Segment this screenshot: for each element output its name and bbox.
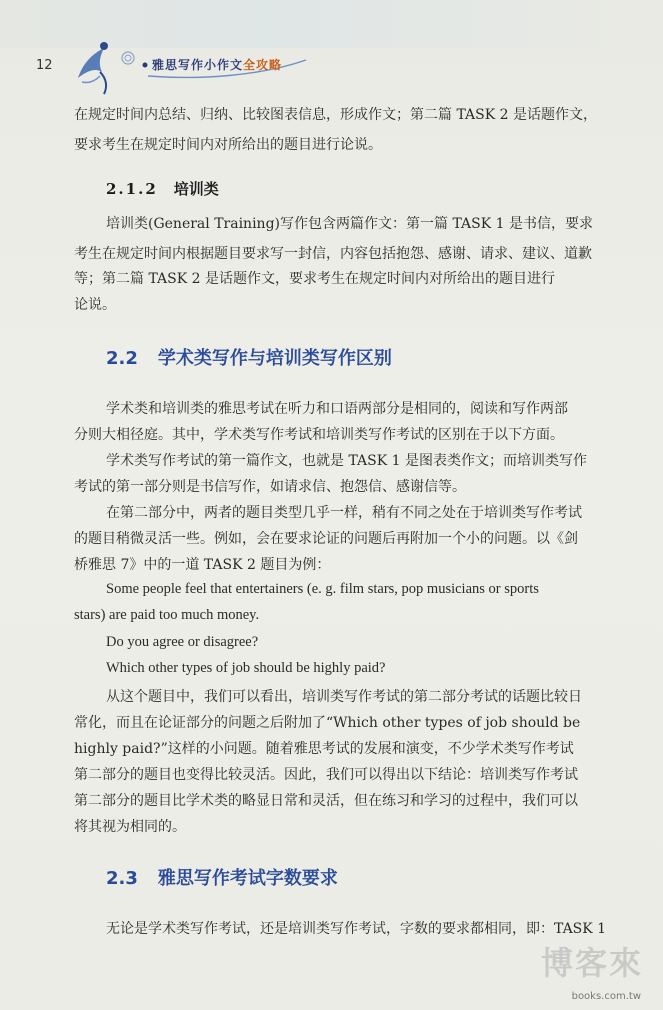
subsection-title: 培训类 — [173, 180, 219, 198]
header-title-part2: 小作文 — [204, 58, 244, 72]
header-title-block — [140, 50, 310, 80]
subsection-heading — [106, 178, 219, 199]
text-line: 在第二部分中，两者的题目类型几乎一样，稍有不同之处在于培训类写作考试 — [106, 505, 582, 521]
text-line: 桥雅思 7》中的一道 TASK 2 题目为例： — [74, 557, 331, 573]
text-line: 论说。 — [74, 297, 116, 313]
subsection-number: 2.1.2 — [106, 180, 158, 198]
text-line: 学术类和培训类的雅思考试在听力和口语两部分是相同的，阅读和写作两部 — [106, 401, 568, 417]
text-line: 从这个题目中，我们可以看出，培训类写作考试的第二部分考试的话题比较日 — [106, 689, 582, 705]
section-number: 2.3 — [106, 868, 138, 889]
watermark — [515, 934, 655, 1004]
header-title-part3: 全攻略 — [243, 58, 283, 72]
watermark-url: books.com.tw — [571, 991, 641, 1002]
text-line: 在规定时间内总结、归纳、比较图表信息，形成作文；第二篇 TASK 2 是话题作文， — [74, 107, 597, 123]
section-heading — [106, 344, 392, 370]
watermark-text: 博客來 — [540, 944, 643, 982]
section-title: 雅思写作考试字数要求 — [157, 868, 338, 889]
text-line: 学术类写作考试的第一篇作文，也就是 TASK 1 是图表类作文；而培训类写作 — [106, 453, 587, 469]
english-line: stars) are paid too much money. — [74, 607, 260, 623]
circle-ornament-icon — [120, 50, 136, 66]
section-title: 学术类写作与培训类写作区别 — [157, 348, 392, 369]
english-line: Do you agree or disagree? — [106, 634, 259, 650]
page-number: 12 — [36, 58, 53, 73]
english-line: Some people feel that entertainers (e. g. film stars, pop musicians or sports — [106, 581, 539, 597]
text-line: highly paid?”这样的小问题。随着雅思考试的发展和演变，不少学术类写作考试 — [74, 741, 574, 757]
text-line: 常化，而且在论证部分的问题之后附加了“Which other types of job should be — [74, 715, 581, 731]
text-line: 无论是学术类写作考试，还是培训类写作考试，字数的要求都相同，即：TASK 1 — [106, 921, 607, 937]
text-line: 分则大相径庭。其中，学术类写作考试和培训类写作考试的区别在于以下方面。 — [74, 427, 564, 443]
header-title — [152, 56, 282, 73]
text-line: 等；第二篇 TASK 2 是话题作文，要求考生在规定时间内对所给出的题目进行 — [74, 271, 555, 287]
text-line: 第二部分的题目也变得比较灵活。因此，我们可以得出以下结论：培训类写作考试 — [74, 767, 578, 783]
text-line: 将其视为相同的。 — [74, 819, 186, 835]
text-line: 第二部分的题目比学术类的略显日常和灵活，但在练习和学习的过程中，我们可以 — [74, 793, 578, 809]
text-line: 要求考生在规定时间内对所给出的题目进行论说。 — [74, 137, 382, 153]
english-line: Which other types of job should be highly paid? — [106, 660, 386, 676]
section-number: 2.2 — [106, 348, 138, 369]
text-line: 的题目稍微灵活一些。例如，会在要求论证的问题后再附加一个小的问题。以《剑 — [74, 531, 578, 547]
header-title-part1: 雅思写作 — [152, 58, 205, 72]
section-heading — [106, 864, 338, 890]
fairy-ornament-icon — [70, 38, 120, 96]
text-line: 考生在规定时间内根据题目要求写一封信，内容包括抱怨、感谢、请求、建议、道歉 — [74, 246, 592, 262]
text-line: 培训类(General Training)写作包含两篇作文：第一篇 TASK 1 是书信，要求 — [106, 216, 593, 232]
text-line: 考试的第一部分则是书信写作，如请求信、抱怨信、感谢信等。 — [74, 479, 466, 495]
running-header — [0, 30, 663, 90]
